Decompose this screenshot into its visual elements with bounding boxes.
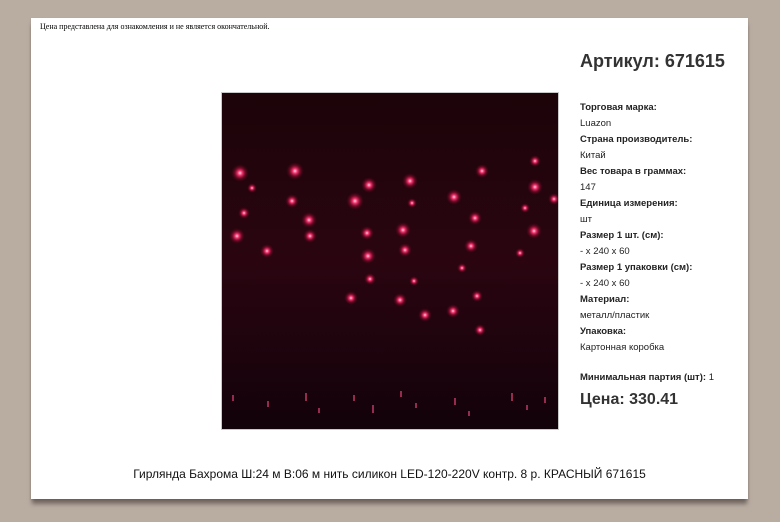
min-batch-label: Минимальная партия (шт): — [580, 372, 707, 383]
spec-value: - х 240 х 60 — [580, 278, 630, 289]
spec-value: шт — [580, 214, 592, 225]
min-batch — [580, 372, 714, 383]
spec-label: Единица измерения: — [580, 198, 678, 209]
spec-label: Торговая марка: — [580, 102, 657, 113]
spec-item — [580, 100, 745, 132]
garland-photo-icon — [222, 93, 558, 429]
product-sheet — [31, 18, 748, 499]
spec-item — [580, 260, 745, 292]
spec-label: Вес товара в граммах: — [580, 166, 687, 177]
spec-label: Размер 1 упаковки (см): — [580, 262, 693, 273]
spec-item — [580, 292, 745, 324]
spec-label: Упаковка: — [580, 326, 627, 337]
spec-label: Страна производитель: — [580, 134, 693, 145]
min-batch-value: 1 — [708, 372, 714, 383]
spec-item — [580, 164, 745, 196]
spec-value: металл/пластик — [580, 310, 650, 321]
spec-value: 147 — [580, 182, 596, 193]
spec-value: - х 240 х 60 — [580, 246, 630, 257]
spec-item — [580, 132, 745, 164]
product-title: Гирлянда Бахрома Ш:24 м В:06 м нить силикон LED-120-220V контр. 8 р. КРАСНЫЙ 671615 — [133, 467, 646, 481]
spec-value: Китай — [580, 150, 606, 161]
spec-item — [580, 324, 745, 356]
spec-list — [580, 100, 745, 356]
spec-label: Материал: — [580, 294, 630, 305]
spec-value: Картонная коробка — [580, 342, 665, 353]
price-disclaimer: Цена представлена для ознакомления и не является окончательной. — [40, 22, 270, 31]
spec-value: Luazon — [580, 118, 612, 129]
product-photo — [221, 92, 559, 430]
spec-item — [580, 196, 745, 228]
price: Цена: 330.41 — [580, 391, 679, 408]
spec-item — [580, 228, 745, 260]
article-number: Артикул: 671615 — [580, 51, 725, 71]
spec-label: Размер 1 шт. (см): — [580, 230, 664, 241]
